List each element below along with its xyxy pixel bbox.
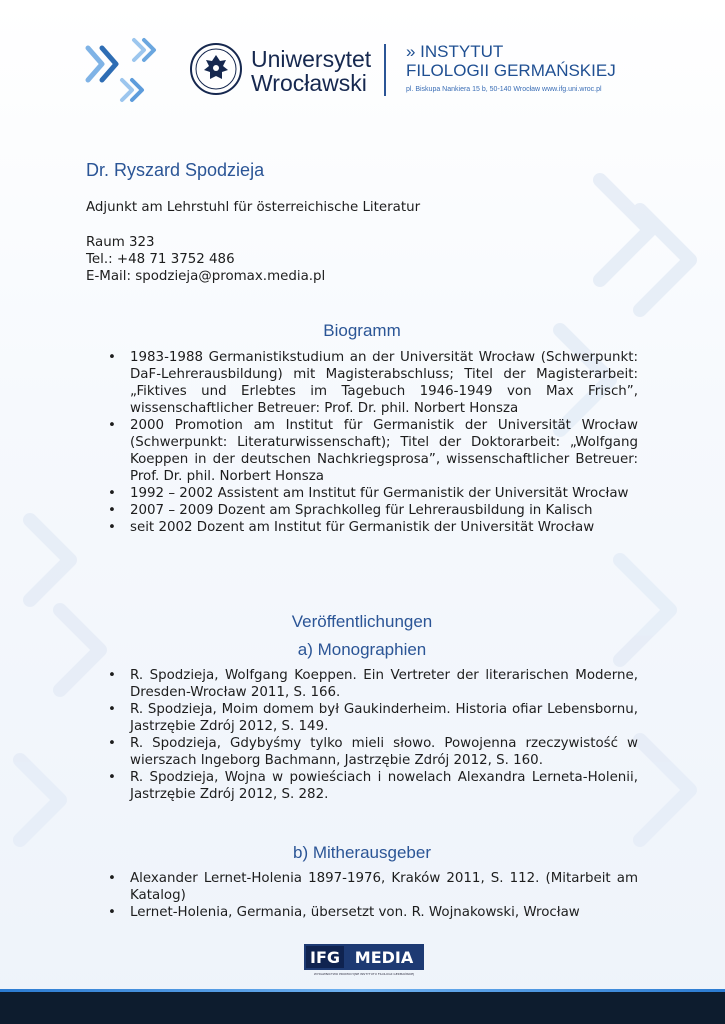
person-position: Adjunkt am Lehrstuhl für österreichische Literatur xyxy=(86,200,421,215)
monographs-list xyxy=(86,667,638,803)
list-item: • R. Spodzieja, Moim domem był Gaukinderheim. Historia ofiar Lebensbornu, Jastrzębie Zdrój 2012, S. 149. xyxy=(86,701,638,735)
university-seal-icon xyxy=(189,42,243,96)
institute-name-line2: FILOLOGII GERMAŃSKIEJ xyxy=(406,61,616,80)
list-item: • Lernet-Holenia, Germania, übersetzt von. R. Wojnakowski, Wrocław xyxy=(86,904,638,921)
institute-address: pl. Biskupa Nankiera 15 b, 50-140 Wrocław www.ifg.uni.wroc.pl xyxy=(406,86,602,93)
person-phone: Tel.: +48 71 3752 486 xyxy=(86,252,235,267)
list-item: • seit 2002 Dozent am Institut für Germanistik der Universität Wrocław xyxy=(86,519,638,536)
list-item: • 1992 – 2002 Assistent am Institut für Germanistik der Universität Wrocław xyxy=(86,485,638,502)
institute-block xyxy=(406,43,616,96)
university-name-line2: Wrocławski xyxy=(251,70,367,96)
person-name: Dr. Ryszard Spodzieja xyxy=(86,160,265,180)
footer-logo-part2: MEDIA xyxy=(354,948,414,967)
list-item: • R. Spodzieja, Gdybyśmy tylko mieli słowo. Powojenna rzeczywistość w wierszach Ingeborg Bachmann, Jastrzębie Zdrój 2012, S. 160. xyxy=(86,735,638,769)
list-item: • 1983-1988 Germanistikstudium an der Universität Wrocław (Schwerpunkt: DaF-Lehrerausbildung) mit Magisterabschluss; Titel der Magisterarbeit: „Fiktives und Erlebtes im Tagebuch 1946-1949 von Max Frisch”, wissenschaftlicher Betreuer: Prof. Dr. phil. Norbert Honsza xyxy=(86,349,638,417)
list-item: • Alexander Lernet-Holenia 1897-1976, Kraków 2011, S. 112. (Mitarbeit am Katalog) xyxy=(86,870,638,904)
coeditor-list xyxy=(86,870,638,921)
ifg-media-logo xyxy=(304,944,424,970)
footer-bar xyxy=(0,992,725,1024)
list-item: • R. Spodzieja, Wojna w powieściach i nowelach Alexandra Lerneta-Holenii, Jastrzębie Zdrój 2012, S. 282. xyxy=(86,769,638,803)
person-room: Raum 323 xyxy=(86,235,155,250)
footer-logo-part1: IFG xyxy=(309,948,341,967)
ifg-chevron-logo-icon xyxy=(78,36,160,110)
list-item: • 2000 Promotion am Institut für Germanistik der Universität Wrocław (Schwerpunkt: Literaturwissenschaft); Titel der Doktorarbeit: „Wolfgang Koeppen in der deutschen Nachkriegsprosa”, wissenschaftlicher Betreuer: Prof. Dr. phil. Norbert Honsza xyxy=(86,417,638,485)
footer-tagline: WYDAWNICTWO PROMOCYJNE INSTYTUTU FILOLOGII GERMAŃSKIEJ xyxy=(313,972,415,976)
coeditor-title: b) Mitherausgeber xyxy=(293,843,431,862)
person-email[interactable]: E-Mail: spodzieja@promax.media.pl xyxy=(86,269,326,284)
biography-title: Biogramm xyxy=(323,321,401,340)
list-item: • R. Spodzieja, Wolfgang Koeppen. Ein Vertreter der literarischen Moderne, Dresden-Wrocław 2011, S. 166. xyxy=(86,667,638,701)
publications-title: Veröffentlichungen xyxy=(291,612,433,631)
monographs-title: a) Monographien xyxy=(297,640,427,659)
institute-name-line1: » INSTYTUT xyxy=(406,42,504,61)
university-name-line1: Uniwersytet xyxy=(251,46,372,72)
list-item: • 2007 – 2009 Dozent am Sprachkolleg für Lehrerausbildung in Kalisch xyxy=(86,502,638,519)
biography-list xyxy=(86,349,638,536)
header-divider xyxy=(384,44,386,96)
university-name xyxy=(251,47,371,95)
